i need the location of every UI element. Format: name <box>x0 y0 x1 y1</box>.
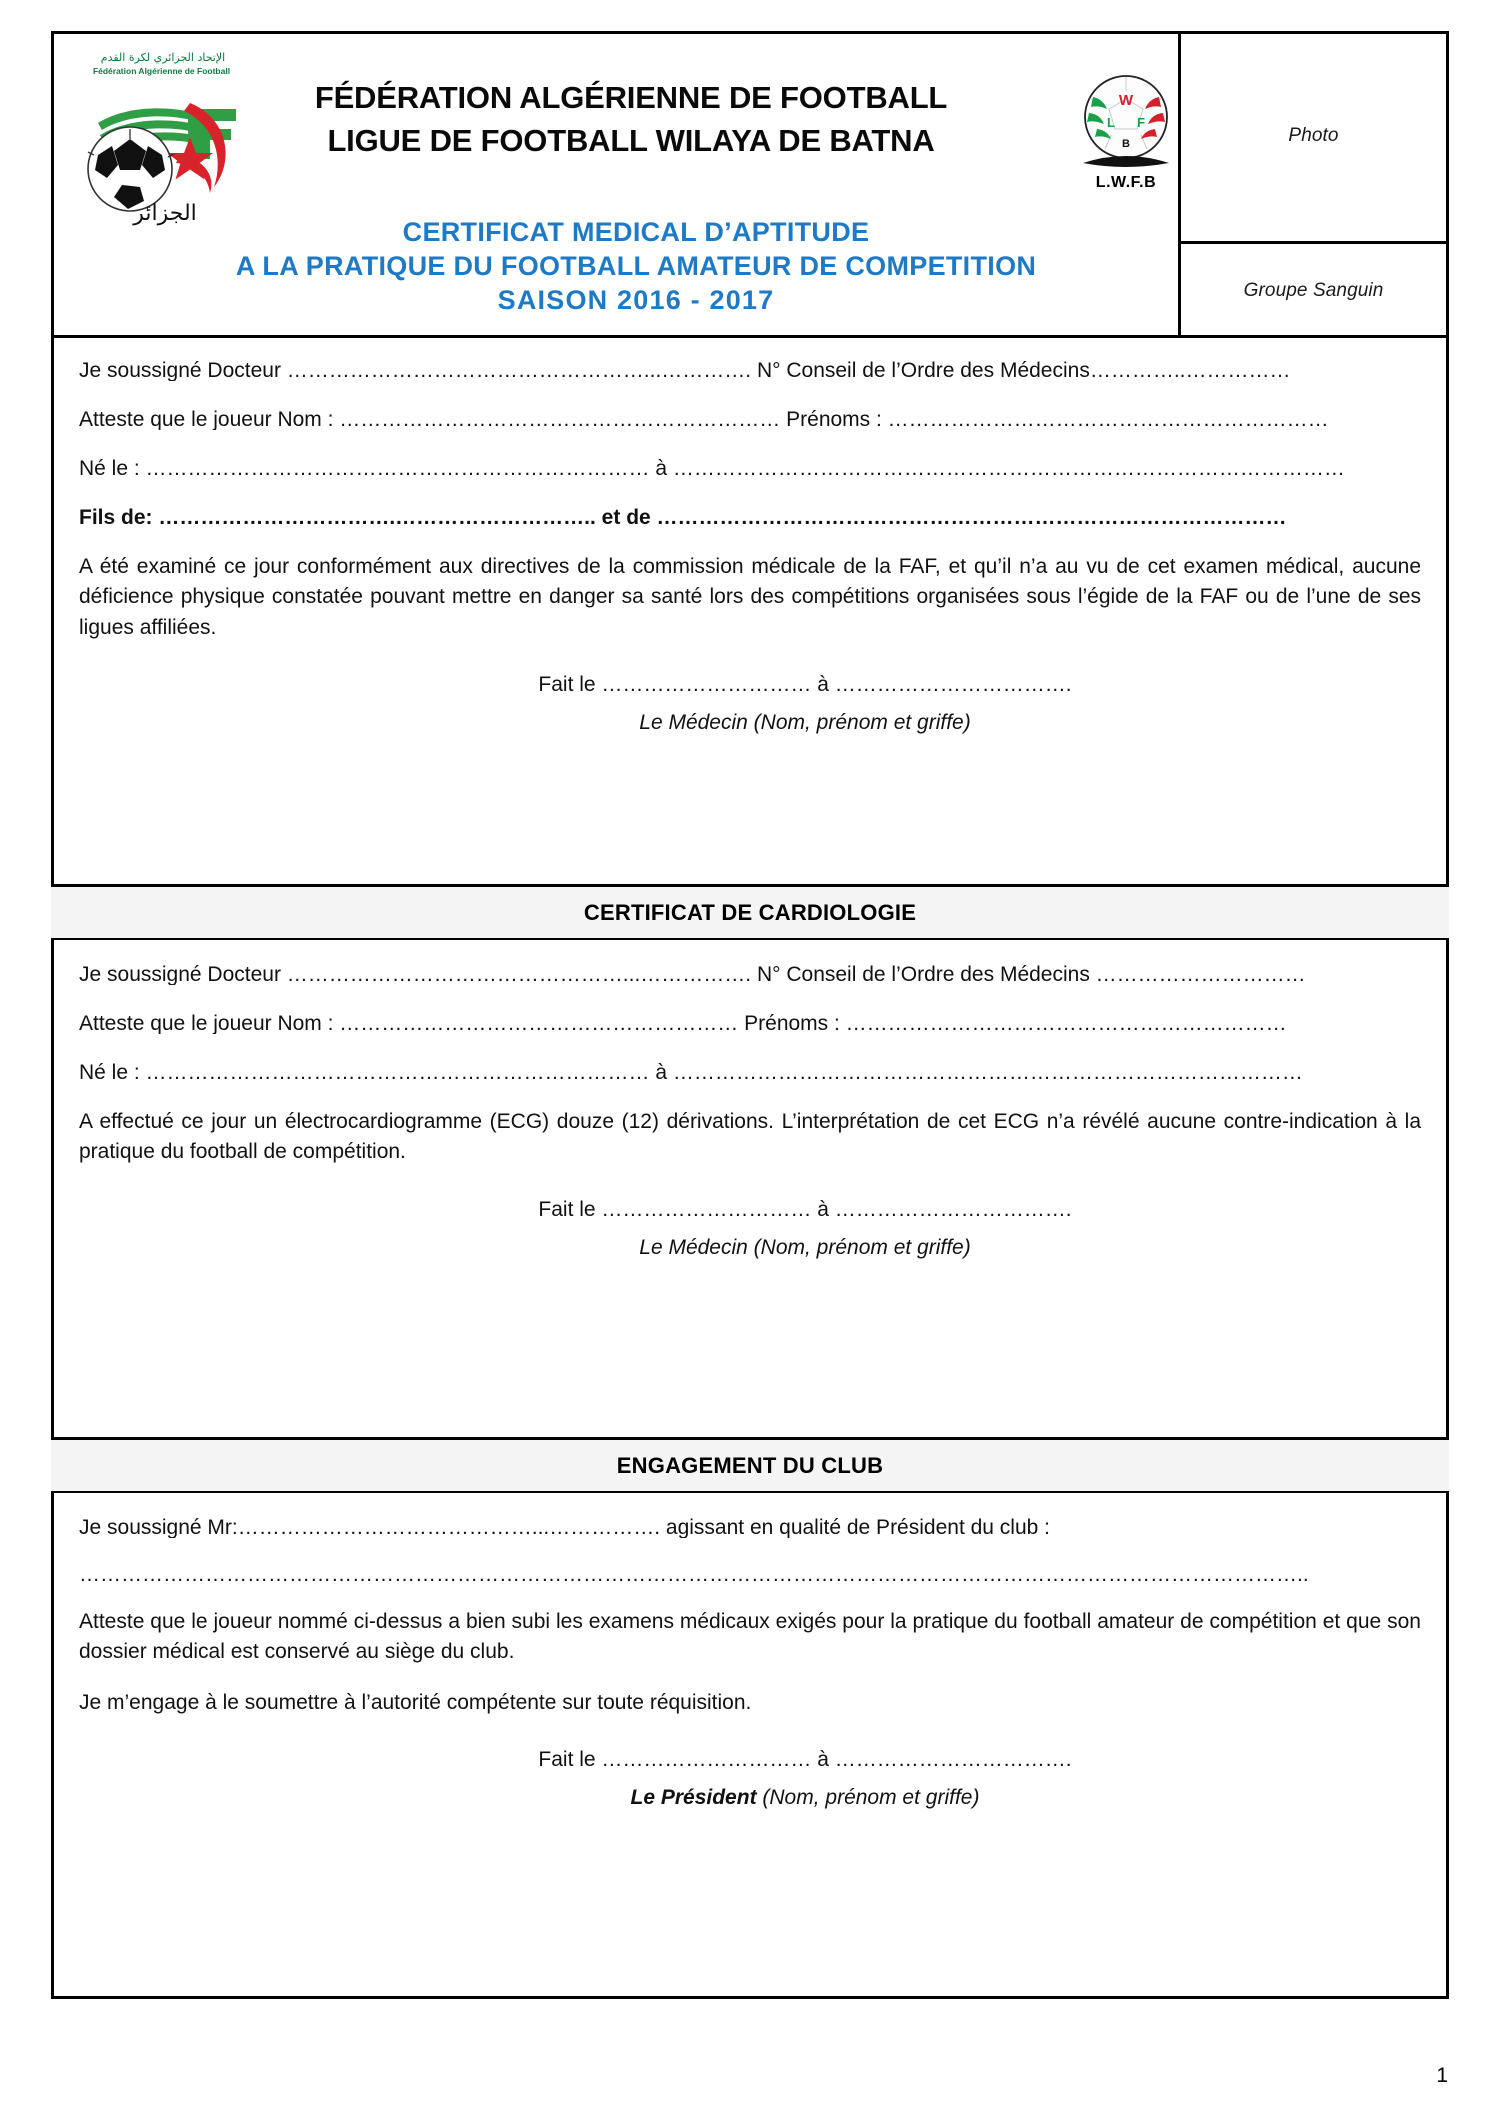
photo-box[interactable] <box>1181 31 1446 244</box>
certificate-title-line2: A LA PRATIQUE DU FOOTBALL AMATEUR DE COMPETITION <box>235 251 1037 282</box>
faf-logo-country-arabic: الجزائر <box>133 201 197 226</box>
section-cardiology-certificate <box>51 940 1449 1450</box>
document-header <box>51 31 1449 338</box>
svg-text:W: W <box>1118 92 1134 109</box>
medical-parents-line[interactable]: Fils de: …………………………….……………………….. et de ……………………………………………………………………………… <box>79 507 1287 528</box>
cardiology-birth-line[interactable]: Né le : ……………………………………………………………… à ……………………………………………………………………………… <box>79 1062 1303 1083</box>
club-signature-role-rest: (Nom, prénom et griffe) <box>756 1786 980 1810</box>
certificate-title-line3: SAISON 2016 - 2017 <box>497 285 775 316</box>
federation-title-line1: FÉDÉRATION ALGÉRIENNE DE FOOTBALL <box>314 80 948 115</box>
club-blank-line[interactable]: ………………………………………………………………………………………………………………………………………………………….. <box>79 1564 1309 1585</box>
photo-label: Photo <box>1288 125 1339 146</box>
club-president-line[interactable]: Je soussigné Mr:……………………………………...……………. agissant en qualité de Président du club : <box>79 1517 1050 1538</box>
header-right-panel <box>1181 31 1446 335</box>
section-medical-certificate <box>51 338 1449 883</box>
svg-text:B: B <box>1122 138 1130 150</box>
lwfb-logo <box>1071 69 1181 194</box>
club-statement-paragraph-2: Je m’engage à le soumettre à l’autorité compétente sur toute réquisition. <box>79 1690 752 1714</box>
club-title: ENGAGEMENT DU CLUB <box>616 1452 884 1478</box>
faf-logo <box>68 51 248 236</box>
page-title <box>251 77 1011 163</box>
medical-doctor-line[interactable]: Je soussigné Docteur ……………………………………………...…………. N° Conseil de l’Ordre des Médecins…………..…………… <box>79 360 1291 381</box>
faf-logo-arabic-text: الإتحاد الجزائري لكرة القدم <box>100 51 226 64</box>
cardiology-signature-role: Le Médecin (Nom, prénom et griffe) <box>639 1235 971 1259</box>
club-signature-date-line[interactable]: Fait le ………………………… à ……………………………. <box>538 1748 1072 1772</box>
cardiology-signature-date-line[interactable]: Fait le ………………………… à ……………………………. <box>538 1197 1072 1221</box>
medical-signature-date-line[interactable]: Fait le ………………………… à ……………………………. <box>538 673 1072 697</box>
certificate-title <box>136 215 1136 317</box>
medical-statement-paragraph: A été examiné ce jour conformément aux directives de la commission médicale de la FAF, et qu’il n’a au vu de cet examen médical, aucune déficience physique constatée pouvant mettre en danger sa santé lors des compétitions organisées sous l’égide de la FAF ou de l’une de ses ligues affiliées. <box>79 555 1421 639</box>
club-statement-paragraph-1: Atteste que le joueur nommé ci-dessus a bien subi les examens médicaux exigés pour la pratique du football amateur de compétition et que son dossier médical est conservé au siège du club. <box>79 1610 1421 1664</box>
page-number: 1 <box>1436 2064 1448 2087</box>
lwfb-logo-label: L.W.F.B <box>1095 174 1157 191</box>
faf-logo-subtitle: Fédération Algérienne de Football <box>92 66 231 76</box>
cardiology-title: CERTIFICAT DE CARDIOLOGIE <box>583 899 917 925</box>
blood-group-label: Groupe Sanguin <box>1243 280 1384 301</box>
blood-group-box[interactable] <box>1181 244 1446 338</box>
medical-signature-role: Le Médecin (Nom, prénom et griffe) <box>639 711 971 735</box>
cardiology-doctor-line[interactable]: Je soussigné Docteur …………………………………………...……………. N° Conseil de l’Ordre des Médecins ………………………… <box>79 964 1306 985</box>
section-header-cardiology <box>51 887 1449 938</box>
header-left-panel <box>51 31 1181 335</box>
medical-birth-line[interactable]: Né le : ……………………………………………………………… à …………………………………………………………………………………… <box>79 458 1345 479</box>
section-header-club <box>51 1440 1449 1491</box>
club-signature-role <box>71 1786 1429 1810</box>
certificate-title-line1: CERTIFICAT MEDICAL D’APTITUDE <box>402 217 870 247</box>
cardiology-statement-paragraph: A effectué ce jour un électrocardiogramme (ECG) douze (12) dérivations. L’interprétation de cet ECG n’a révélé aucune contre-indication à la pratique du football de compétition. <box>79 1110 1421 1164</box>
cardiology-player-line[interactable]: Atteste que le joueur Nom : ………………………………………………… Prénoms : ……………………………………………………… <box>79 1013 1287 1034</box>
svg-text:L: L <box>1107 115 1115 130</box>
medical-player-line[interactable]: Atteste que le joueur Nom : ……………………………………………………… Prénoms : ……………………………………………………… <box>79 409 1329 430</box>
federation-title-line2: LIGUE DE FOOTBALL WILAYA DE BATNA <box>327 122 935 158</box>
section-club-engagement <box>51 1493 1449 1998</box>
svg-text:F: F <box>1137 115 1145 130</box>
club-signature-role-bold: Le Président <box>630 1786 757 1810</box>
